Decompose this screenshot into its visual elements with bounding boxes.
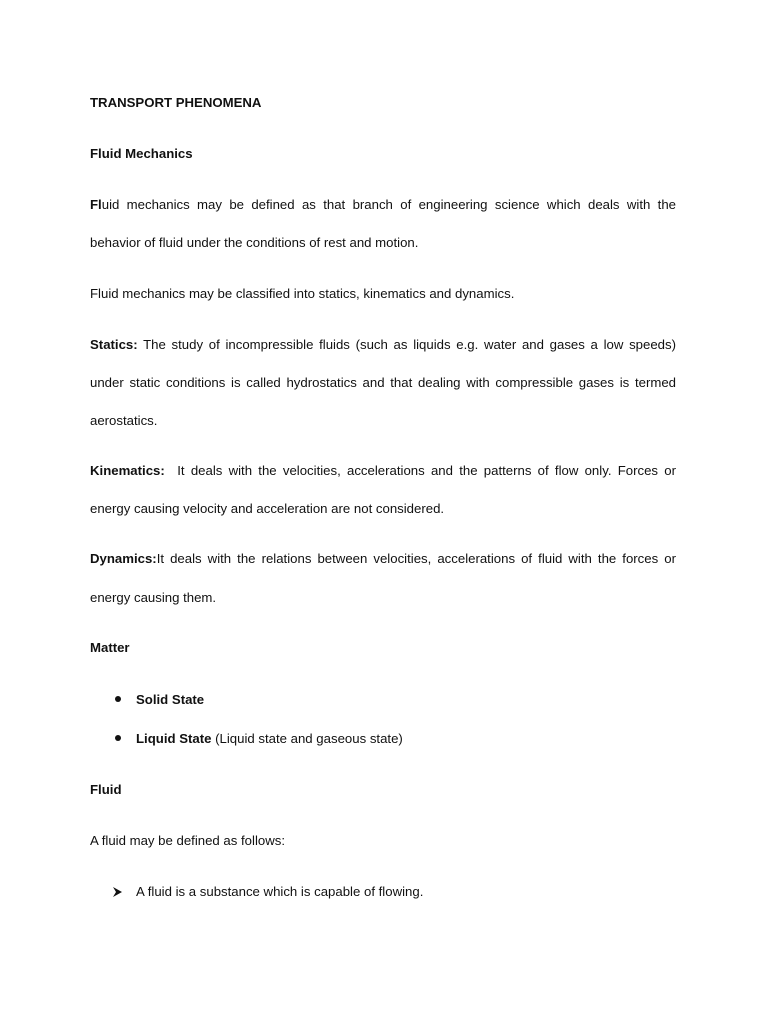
dynamics-label: Dynamics: (90, 551, 157, 566)
bullet-dot-icon (112, 691, 126, 709)
arrowhead-bullet-icon (112, 883, 126, 906)
statics-line-1 (90, 336, 676, 354)
kinematics-line-1 (90, 462, 676, 480)
dynamics-line-1 (90, 550, 676, 568)
list-item-solid-state (136, 691, 676, 709)
paragraph-definition-line-1 (90, 196, 676, 214)
list-item-label: Solid State (136, 692, 205, 707)
statics-line-3: aerostatics. (90, 413, 158, 428)
bullet-dot-icon (112, 730, 126, 748)
definition-text: uid mechanics may be defined as that branch of engineering science which deals with the (101, 197, 676, 212)
list-item-liquid-state (136, 730, 676, 748)
heading-fluid-mechanics: Fluid Mechanics (90, 146, 193, 161)
heading-fluid: Fluid (90, 782, 122, 797)
document-title: TRANSPORT PHENOMENA (90, 95, 262, 110)
arrowhead-icon (112, 883, 124, 901)
heading-matter: Matter (90, 640, 130, 655)
paragraph-definition-line-2: behavior of fluid under the conditions of rest and motion. (90, 235, 419, 250)
dynamics-line-2: energy causing them. (90, 590, 217, 605)
statics-label: Statics: (90, 337, 138, 352)
dynamics-text: It deals with the relations between velocities, accelerations of fluid with the forces or (156, 551, 676, 566)
kinematics-text: It deals with the velocities, accelerations and the patterns of flow only. Forces or (164, 463, 676, 478)
fluid-intro: A fluid may be defined as follows: (90, 833, 285, 848)
list-item-fluid-definition: A fluid is a substance which is capable of flowing. (136, 884, 424, 899)
bold-initial: Fl (90, 197, 102, 212)
kinematics-label: Kinematics: (90, 463, 165, 478)
paragraph-classification: Fluid mechanics may be classified into statics, kinematics and dynamics. (90, 286, 515, 301)
kinematics-line-2: energy causing velocity and acceleration are not considered. (90, 501, 445, 516)
list-item-label: Liquid State (136, 731, 212, 746)
list-item-note: (Liquid state and gaseous state) (211, 731, 403, 746)
statics-text: The study of incompressible fluids (such as liquids e.g. water and gases a low speeds) (137, 337, 676, 352)
statics-line-2: under static conditions is called hydrostatics and that dealing with compressible gases is termed (90, 375, 676, 390)
